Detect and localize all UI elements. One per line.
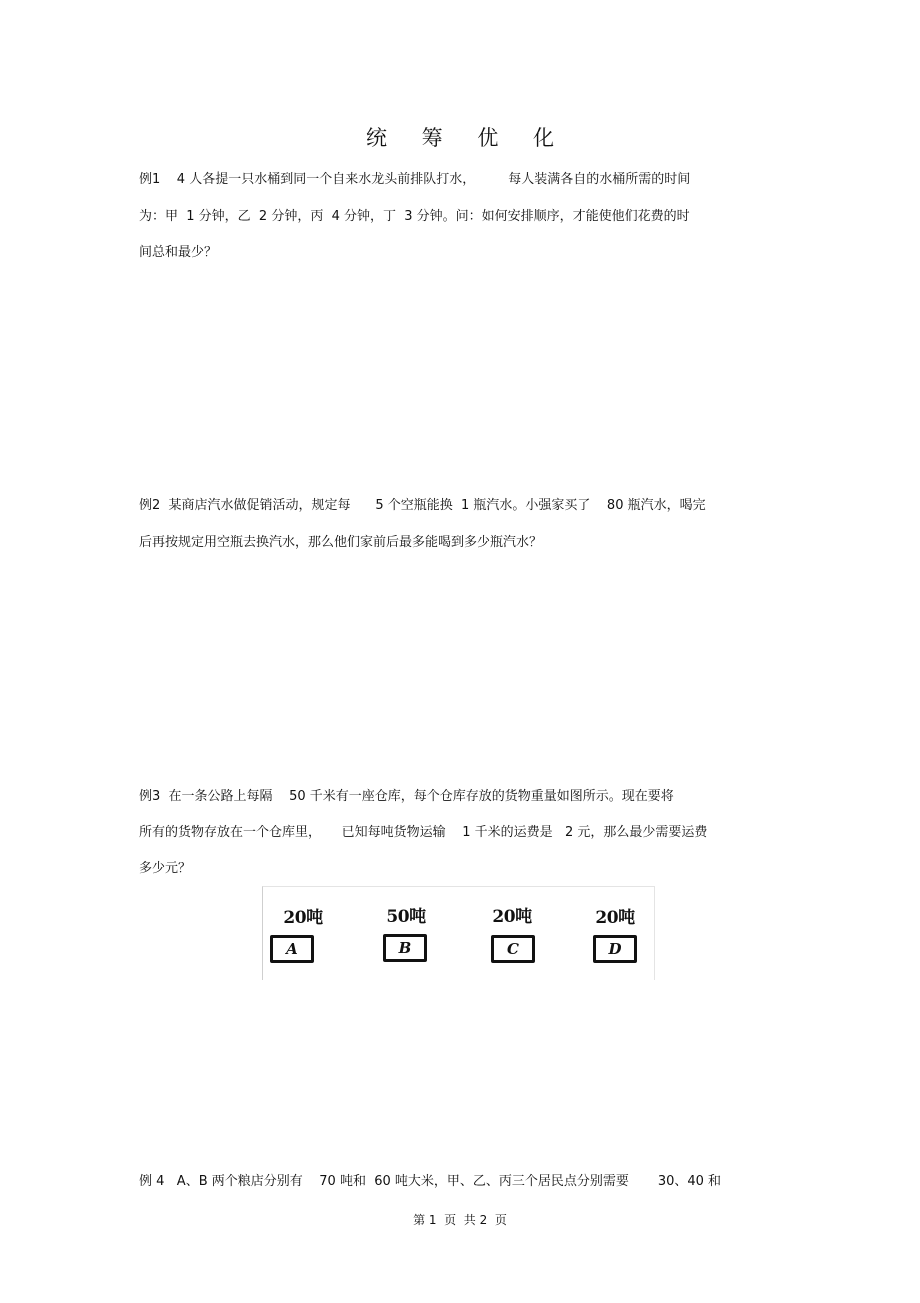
example-3-line-2: 所有的货物存放在一个仓库里， 已知每吨货物运输 1 千米的运费是 2 元，那么最少需要运费 xyxy=(139,825,708,840)
warehouse-label: C xyxy=(507,940,519,958)
warehouse-figure xyxy=(262,886,655,980)
warehouse-box xyxy=(270,935,314,963)
warehouse-box xyxy=(593,935,637,963)
example-4-line-1: 例 4 A、B 两个粮店分别有 70 吨和 60 吨大米，甲、乙、丙三个居民点分别需要 30、40 和 xyxy=(139,1174,722,1189)
warehouse-weight: 20吨 xyxy=(492,907,532,927)
example-3-line-3: 多少元？ xyxy=(139,861,192,876)
warehouse-label: B xyxy=(398,939,412,957)
warehouse-weight: 20吨 xyxy=(283,908,323,928)
warehouse-box xyxy=(383,934,427,962)
warehouse-weight: 50吨 xyxy=(386,907,426,927)
warehouse-label: A xyxy=(286,940,298,958)
example-2-line-2: 后再按规定用空瓶去换汽水，那么他们家前后最多能喝到多少瓶汽水？ xyxy=(139,535,543,550)
warehouse-label: D xyxy=(608,940,622,958)
page-title: 统 筹 优 化 xyxy=(365,126,569,150)
example-1-line-3: 间总和最少？ xyxy=(139,245,218,260)
example-3-line-1: 例3 在一条公路上每隔 50 千米有一座仓库，每个仓库存放的货物重量如图所示。现在要将 xyxy=(139,789,674,804)
example-1-line-2: 为：甲 1 分钟，乙 2 分钟，丙 4 分钟，丁 3 分钟。问：如何安排顺序，才能使他们花费的时 xyxy=(139,209,690,224)
warehouse-box xyxy=(491,935,535,963)
example-2-line-1: 例2 某商店汽水做促销活动，规定每 5 个空瓶能换 1 瓶汽水。小强家买了 80 瓶汽水，喝完 xyxy=(139,498,706,513)
example-1-line-1: 例1 4 人各提一只水桶到同一个自来水龙头前排队打水， 每人装满各自的水桶所需的时间 xyxy=(139,172,691,187)
warehouse-weight: 20吨 xyxy=(595,908,635,928)
page-footer: 第 1 页 共 2 页 xyxy=(413,1213,507,1227)
